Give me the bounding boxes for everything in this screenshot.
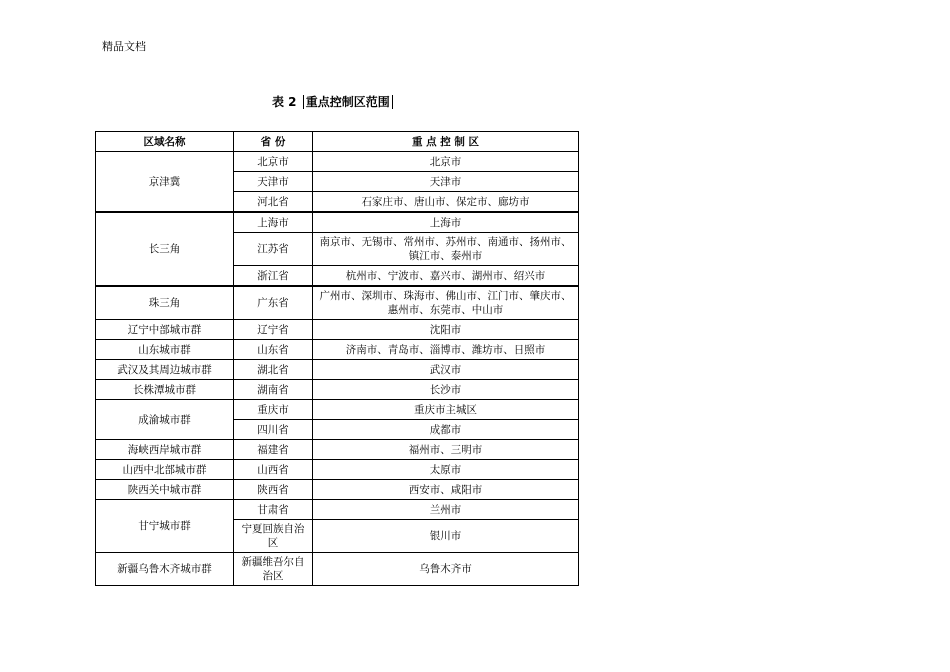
table-body bbox=[96, 152, 579, 586]
province-cell: 甘肃省 bbox=[234, 500, 313, 520]
zones-cell: 北京市 bbox=[313, 152, 579, 172]
region-cell: 海峡西岸城市群 bbox=[96, 440, 234, 460]
zones-cell: 上海市 bbox=[313, 212, 579, 233]
zones-cell: 成都市 bbox=[313, 420, 579, 440]
region-cell: 珠三角 bbox=[96, 286, 234, 320]
table-row bbox=[96, 400, 579, 420]
region-cell: 陕西关中城市群 bbox=[96, 480, 234, 500]
province-cell: 重庆市 bbox=[234, 400, 313, 420]
region-cell: 成渝城市群 bbox=[96, 400, 234, 440]
province-cell: 浙江省 bbox=[234, 266, 313, 287]
header-zones: 重 点 控 制 区 bbox=[313, 132, 579, 152]
control-zone-table bbox=[95, 131, 579, 586]
table-row bbox=[96, 320, 579, 340]
table-row bbox=[96, 380, 579, 400]
region-cell: 辽宁中部城市群 bbox=[96, 320, 234, 340]
table-row bbox=[96, 360, 579, 380]
region-cell: 山东城市群 bbox=[96, 340, 234, 360]
province-cell: 陕西省 bbox=[234, 480, 313, 500]
table-row bbox=[96, 440, 579, 460]
province-cell: 新疆维吾尔自治区 bbox=[234, 553, 313, 586]
zones-cell: 石家庄市、唐山市、保定市、廊坊市 bbox=[313, 192, 579, 213]
table-row bbox=[96, 152, 579, 172]
zones-cell: 长沙市 bbox=[313, 380, 579, 400]
table-row bbox=[96, 286, 579, 320]
region-cell: 山西中北部城市群 bbox=[96, 460, 234, 480]
region-cell: 京津冀 bbox=[96, 152, 234, 213]
zones-cell: 乌鲁木齐市 bbox=[313, 553, 579, 586]
zones-cell: 武汉市 bbox=[313, 360, 579, 380]
province-cell: 辽宁省 bbox=[234, 320, 313, 340]
zones-cell: 兰州市 bbox=[313, 500, 579, 520]
region-cell: 长三角 bbox=[96, 212, 234, 286]
zones-cell: 西安市、咸阳市 bbox=[313, 480, 579, 500]
document-header-text: 精品文档 bbox=[102, 40, 146, 53]
province-cell: 宁夏回族自治区 bbox=[234, 520, 313, 553]
zones-cell: 沈阳市 bbox=[313, 320, 579, 340]
table-number: 表 2 bbox=[272, 95, 297, 109]
table-row bbox=[96, 480, 579, 500]
zones-cell: 重庆市主城区 bbox=[313, 400, 579, 420]
table-row bbox=[96, 553, 579, 586]
zones-cell: 济南市、青岛市、淄博市、潍坊市、日照市 bbox=[313, 340, 579, 360]
region-cell: 新疆乌鲁木齐城市群 bbox=[96, 553, 234, 586]
province-cell: 四川省 bbox=[234, 420, 313, 440]
zones-cell: 福州市、三明市 bbox=[313, 440, 579, 460]
zones-cell: 天津市 bbox=[313, 172, 579, 192]
zones-cell: 银川市 bbox=[313, 520, 579, 553]
province-cell: 天津市 bbox=[234, 172, 313, 192]
province-cell: 湖南省 bbox=[234, 380, 313, 400]
region-cell: 武汉及其周边城市群 bbox=[96, 360, 234, 380]
zones-cell: 杭州市、宁波市、嘉兴市、湖州市、绍兴市 bbox=[313, 266, 579, 287]
table-header-row bbox=[96, 132, 579, 152]
province-cell: 上海市 bbox=[234, 212, 313, 233]
province-cell: 河北省 bbox=[234, 192, 313, 213]
zones-cell: 太原市 bbox=[313, 460, 579, 480]
province-cell: 山西省 bbox=[234, 460, 313, 480]
table-row bbox=[96, 212, 579, 233]
table-caption bbox=[272, 93, 393, 110]
province-cell: 湖北省 bbox=[234, 360, 313, 380]
province-cell: 福建省 bbox=[234, 440, 313, 460]
zones-cell: 南京市、无锡市、常州市、苏州市、南通市、扬州市、镇江市、泰州市 bbox=[313, 233, 579, 266]
province-cell: 广东省 bbox=[234, 286, 313, 320]
province-cell: 北京市 bbox=[234, 152, 313, 172]
table-row bbox=[96, 340, 579, 360]
region-cell: 甘宁城市群 bbox=[96, 500, 234, 553]
table-row bbox=[96, 500, 579, 520]
zones-cell: 广州市、深圳市、珠海市、佛山市、江门市、肇庆市、惠州市、东莞市、中山市 bbox=[313, 286, 579, 320]
header-region: 区域名称 bbox=[96, 132, 234, 152]
province-cell: 江苏省 bbox=[234, 233, 313, 266]
region-cell: 长株潭城市群 bbox=[96, 380, 234, 400]
province-cell: 山东省 bbox=[234, 340, 313, 360]
table-row bbox=[96, 460, 579, 480]
table-title: 重点控制区范围 bbox=[303, 95, 393, 109]
header-province: 省 份 bbox=[234, 132, 313, 152]
